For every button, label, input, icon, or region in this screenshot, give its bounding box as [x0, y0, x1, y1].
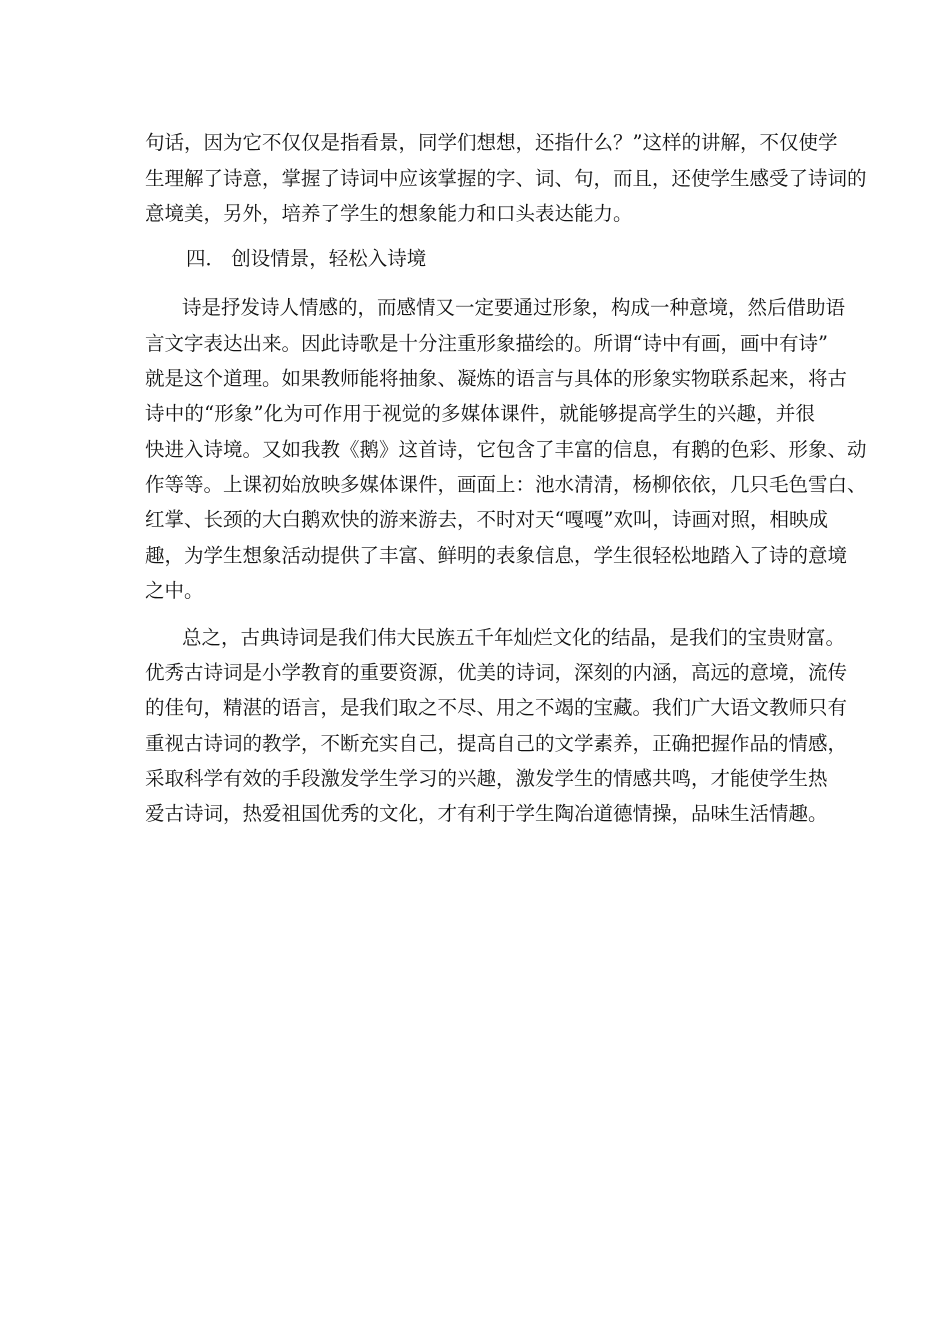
- text-line: 重视古诗词的教学，不断充实自己，提高自己的文学素养，正确把握作品的情感，: [145, 732, 848, 755]
- text-line: 生理解了诗意，掌握了诗词中应该掌握的字、词、句，而且，还使学生感受了诗词的: [145, 167, 867, 190]
- text-line: 爱古诗词，热爱祖国优秀的文化，才有利于学生陶冶道德情操，品味生活情趣。: [145, 802, 828, 825]
- text-line: 作等等。上课初始放映多媒体课件，画面上：池水清清，杨柳依依，几只毛色雪白、: [145, 473, 867, 496]
- section-heading: 四． 创设情景，轻松入诗境: [186, 247, 427, 270]
- text-line: 快进入诗境。又如我教《鹅》这首诗，它包含了丰富的信息，有鹅的色彩、形象、动: [145, 438, 867, 461]
- text-line: 的佳句，精湛的语言，是我们取之不尽、用之不竭的宝藏。我们广大语文教师只有: [145, 696, 848, 719]
- text-line: 句话，因为它不仅仅是指看景，同学们想想，还指什么？”这样的讲解，不仅使学: [145, 131, 838, 154]
- text-line: 诗是抒发诗人情感的，而感情又一定要通过形象，构成一种意境，然后借助语: [182, 296, 846, 319]
- text-line: 趣，为学生想象活动提供了丰富、鲜明的表象信息，学生很轻松地踏入了诗的意境: [145, 544, 848, 567]
- text-line: 优秀古诗词是小学教育的重要资源，优美的诗词，深刻的内涵，高远的意境，流传: [145, 661, 848, 684]
- text-line: 采取科学有效的手段激发学生学习的兴趣，激发学生的情感共鸣，才能使学生热: [145, 767, 828, 790]
- text-line: 言文字表达出来。因此诗歌是十分注重形象描绘的。所谓“诗中有画，画中有诗”: [145, 332, 828, 355]
- text-line: 之中。: [145, 579, 204, 602]
- text-line: 总之，古典诗词是我们伟大民族五千年灿烂文化的结晶，是我们的宝贵财富。: [182, 626, 846, 649]
- text-line: 意境美，另外，培养了学生的想象能力和口头表达能力。: [145, 202, 633, 225]
- text-line: 诗中的“形象”化为可作用于视觉的多媒体课件，就能够提高学生的兴趣，并很: [145, 402, 815, 425]
- text-line: 红掌、长颈的大白鹅欢快的游来游去，不时对天“嘎嘎”欢叫，诗画对照，相映成: [145, 508, 828, 531]
- text-line: 就是这个道理。如果教师能将抽象、凝炼的语言与具体的形象实物联系起来，将古: [145, 367, 848, 390]
